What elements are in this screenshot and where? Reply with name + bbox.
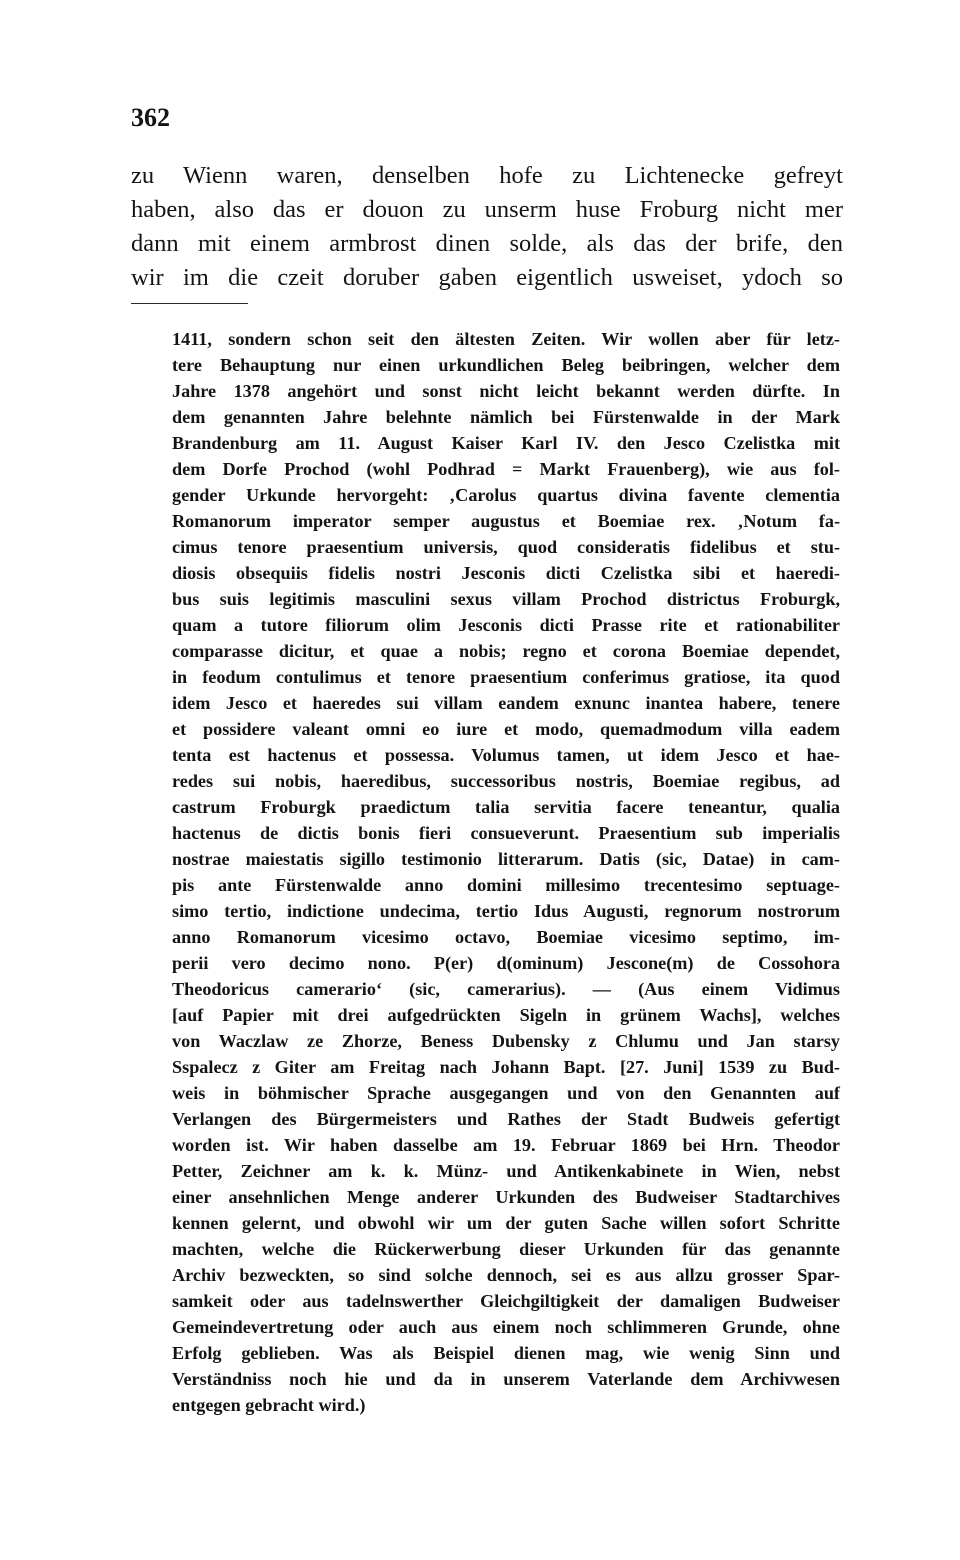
footnote-line: Verlangen des Bürgermeisters und Rathes der Stadt Budweis gefertigt <box>172 1109 840 1129</box>
main-text-line: wir im die czeit doruber gaben eigentlich usweiset, ydoch so <box>131 264 843 291</box>
footnote-line: in feodum contulimus et tenore praesentium conferimus gratiose, ita quod <box>172 667 840 687</box>
footnote-line: entgegen gebracht wird.) <box>172 1395 366 1415</box>
footnote-line: Theodoricus camerario‘ (sic, camerarius). — (Aus einem Vidimus <box>172 979 840 999</box>
footnote-line: kennen gelernt, und obwohl wir um der guten Sache willen sofort Schritte <box>172 1213 840 1233</box>
footnote-line: [auf Papier mit drei aufgedrückten Sigeln in grünem Wachs], welches <box>172 1005 840 1025</box>
footnote <box>172 326 840 1418</box>
footnote-line: Erfolg geblieben. Was als Beispiel dienen mag, wie wenig Sinn und <box>172 1343 840 1363</box>
footnote-line: castrum Froburgk praedictum talia servitia facere teneantur, qualia <box>172 797 840 817</box>
footnote-line: comparasse dicitur, et quae a nobis; regno et corona Boemiae dependet, <box>172 641 840 661</box>
footnote-line: diosis obsequiis fidelis nostri Jesconis dicti Czelistka sibi et haeredi- <box>172 563 840 583</box>
footnote-line: nostrae maiestatis sigillo testimonio litterarum. Datis (sic, Datae) in cam- <box>172 849 840 869</box>
footnote-line: redes sui nobis, haeredibus, successoribus nostris, Boemiae regibus, ad <box>172 771 840 791</box>
footnote-line: worden ist. Wir haben dasselbe am 19. Februar 1869 bei Hrn. Theodor <box>172 1135 840 1155</box>
footnote-divider <box>131 303 248 304</box>
footnote-line: Brandenburg am 11. August Kaiser Karl IV. den Jesco Czelistka mit <box>172 433 840 453</box>
footnote-line: dem genannten Jahre belehnte nämlich bei Fürstenwalde in der Mark <box>172 407 840 427</box>
page-number: 362 <box>131 103 170 132</box>
footnote-line: weis in böhmischer Sprache ausgegangen und von den Genannten auf <box>172 1083 840 1103</box>
footnote-line: machten, welche die Rückerwerbung dieser Urkunden für das genannte <box>172 1239 840 1259</box>
footnote-line: tere Behauptung nur einen urkundlichen Beleg beibringen, welcher dem <box>172 355 840 375</box>
footnote-line: bus suis legitimis masculini sexus villam Prochod districtus Froburgk, <box>172 589 840 609</box>
footnote-line: einer ansehnlichen Menge anderer Urkunden des Budweiser Stadtarchives <box>172 1187 840 1207</box>
footnote-line: 1411, sondern schon seit den ältesten Zeiten. Wir wollen aber für letz- <box>172 329 840 349</box>
footnote-line: samkeit oder aus tadelnswerther Gleichgiltigkeit der damaligen Budweiser <box>172 1291 840 1311</box>
main-text <box>131 159 843 295</box>
footnote-line: pis ante Fürstenwalde anno domini millesimo trecentesimo septuage- <box>172 875 840 895</box>
footnote-line: gender Urkunde hervorgeht: ‚Carolus quartus divina favente clementia <box>172 485 840 505</box>
footnote-line: von Waczlaw ze Zhorze, Beness Dubensky z Chlumu und Jan starsy <box>172 1031 840 1051</box>
footnote-line: perii vero decimo nono. P(er) d(ominum) Jescone(m) de Cossohora <box>172 953 840 973</box>
footnote-line: Gemeindevertretung oder auch aus einem noch schlimmeren Grunde, ohne <box>172 1317 840 1337</box>
footnote-line: dem Dorfe Prochod (wohl Podhrad = Markt Frauenberg), wie aus fol- <box>172 459 840 479</box>
footnote-line: cimus tenore praesentium universis, quod consideratis fidelibus et stu- <box>172 537 840 557</box>
footnote-line: hactenus de dictis bonis fieri consueverunt. Praesentium sub imperialis <box>172 823 840 843</box>
footnote-line: quam a tutore filiorum olim Jesconis dicti Prasse rite et rationabiliter <box>172 615 840 635</box>
footnote-line: tenta est hactenus et possessa. Volumus tamen, ut idem Jesco et hae- <box>172 745 840 765</box>
footnote-line: simo tertio, indictione undecima, tertio Idus Augusti, regnorum nostrorum <box>172 901 840 921</box>
footnote-line: Jahre 1378 angehört und sonst nicht leicht bekannt werden dürfte. In <box>172 381 840 401</box>
footnote-line: Petter, Zeichner am k. k. Münz- und Antikenkabinete in Wien, nebst <box>172 1161 840 1181</box>
main-text-line: dann mit einem armbrost dinen solde, als das der brife, den <box>131 230 843 257</box>
footnote-line: Sspalecz z Giter am Freitag nach Johann Bapt. [27. Juni] 1539 zu Bud- <box>172 1057 840 1077</box>
main-text-line: zu Wienn waren, denselben hofe zu Lichtenecke gefreyt <box>131 162 843 189</box>
footnote-line: Verständniss noch hie und da in unserem Vaterlande dem Archivwesen <box>172 1369 840 1389</box>
footnote-line: et possidere valeant omni eo iure et modo, quemadmodum villa eadem <box>172 719 840 739</box>
main-text-line: haben, also das er douon zu unserm huse Froburg nicht mer <box>131 196 843 223</box>
footnote-line: Archiv bezweckten, so sind solche dennoch, sei es aus allzu grosser Spar- <box>172 1265 840 1285</box>
footnote-line: Romanorum imperator semper augustus et Boemiae rex. ‚Notum fa- <box>172 511 840 531</box>
footnote-line: anno Romanorum vicesimo octavo, Boemiae vicesimo septimo, im- <box>172 927 840 947</box>
footnote-line: idem Jesco et haeredes sui villam eandem exnunc inantea habere, tenere <box>172 693 840 713</box>
